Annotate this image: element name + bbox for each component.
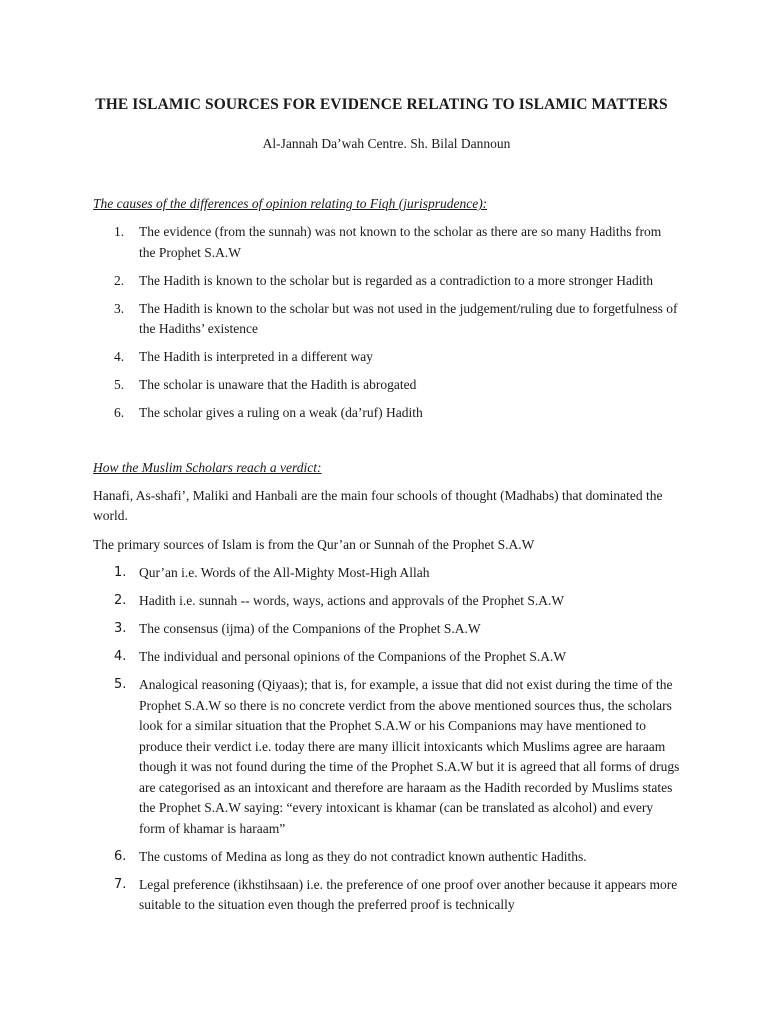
list-item-number: 6.: [114, 405, 125, 420]
list-item: [93, 403, 680, 424]
list-item: [93, 563, 680, 584]
list-item-number: 3.: [114, 300, 125, 316]
list-item: [93, 299, 680, 340]
list-item-text: Legal preference (ikhstihsaan) i.e. the preference of one proof over another because it appears more suitable to the situation even though the preferred proof is technically: [139, 876, 678, 912]
list-item-text: Hadith i.e. sunnah -- words, ways, actions and approvals of the Prophet S.A.W: [139, 593, 565, 608]
list-item-number: 4.: [114, 649, 127, 664]
list-item: [93, 619, 680, 640]
list-item-number: 5.: [114, 377, 125, 392]
list-item-number: 1.: [114, 224, 125, 239]
list-item-number: 5.: [114, 677, 127, 692]
list-item-text: The consensus (ijma) of the Companions of the Prophet S.A.W: [139, 621, 481, 636]
section-heading-differences: The causes of the differences of opinion relating to Fiqh (jurisprudence):: [93, 196, 488, 211]
list-item-text: The scholar is unaware that the Hadith is abrogated: [139, 377, 417, 392]
schools-paragraph: Hanafi, As-shafi’, Maliki and Hanbali are the main four schools of thought (Madhabs) that dominated the world.: [93, 487, 663, 523]
list-item-text: The individual and personal opinions of the Companions of the Prophet S.A.W: [139, 649, 567, 664]
list-item-number: 3.: [114, 621, 127, 636]
list-item-text: The scholar gives a ruling on a weak (da’ruf) Hadith: [139, 405, 423, 420]
list-item-number: 4.: [114, 349, 125, 364]
list-item: [93, 875, 680, 916]
list-item-text: The customs of Medina as long as they do not contradict known authentic Hadiths.: [139, 848, 587, 864]
list-item-number: 1.: [114, 565, 127, 580]
list-item-number: 6.: [114, 848, 127, 864]
document-title: THE ISLAMIC SOURCES FOR EVIDENCE RELATING TO ISLAMIC MATTERS: [95, 96, 668, 113]
list-item-text: The Hadith is known to the scholar but is regarded as a contradiction to a more stronger Hadith: [139, 272, 653, 288]
list-item-number: 7.: [114, 876, 127, 892]
list-item: [93, 222, 680, 263]
list-item-text: The Hadith is known to the scholar but was not used in the judgement/ruling due to forgetfulness of the Hadiths’ existence: [139, 300, 678, 336]
list-item: [93, 647, 680, 668]
list-item-text: The Hadith is interpreted in a different way: [139, 349, 374, 364]
list-item-text: Analogical reasoning (Qiyaas); that is, for example, a issue that did not exist during the time of the Prophet S.A.W so there is no concrete verdict from the above mentioned sources thus, the scholars look for a similar situation that the Prophet S.A.W or his Companions may have mentioned to produce their verdict i.e. today there are many illicit intoxicants which Muslims agree are haraam though it was not found during the time of the Prophet S.A.W but it is agreed that all forms of drugs are categorised as an intoxicant and therefore are haraam as the Hadith recorded by Muslims states the Prophet S.A.W saying: “every intoxicant is khamar (can be translated as alcohol) and every form of khamar is haraam”: [139, 677, 680, 836]
differences-list: [93, 222, 680, 424]
list-item-number: 2.: [114, 272, 125, 288]
list-item: [93, 591, 680, 612]
list-item-text: Qur’an i.e. Words of the All-Mighty Most-High Allah: [139, 565, 430, 580]
sources-paragraph: The primary sources of Islam is from the Qur’an or Sunnah of the Prophet S.A.W: [93, 536, 535, 552]
list-item: [93, 271, 680, 292]
list-item: [93, 347, 680, 368]
list-item: [93, 675, 680, 839]
document-subtitle: Al-Jannah Da’wah Centre. Sh. Bilal Dannoun: [262, 136, 511, 151]
section-heading-verdict: How the Muslim Scholars reach a verdict:: [93, 459, 322, 475]
list-item: [93, 847, 680, 868]
list-item: [93, 375, 680, 396]
list-item-number: 2.: [114, 593, 127, 608]
list-item-text: The evidence (from the sunnah) was not known to the scholar as there are so many Hadiths from the Prophet S.A.W: [139, 224, 662, 260]
sources-list: [93, 563, 680, 916]
